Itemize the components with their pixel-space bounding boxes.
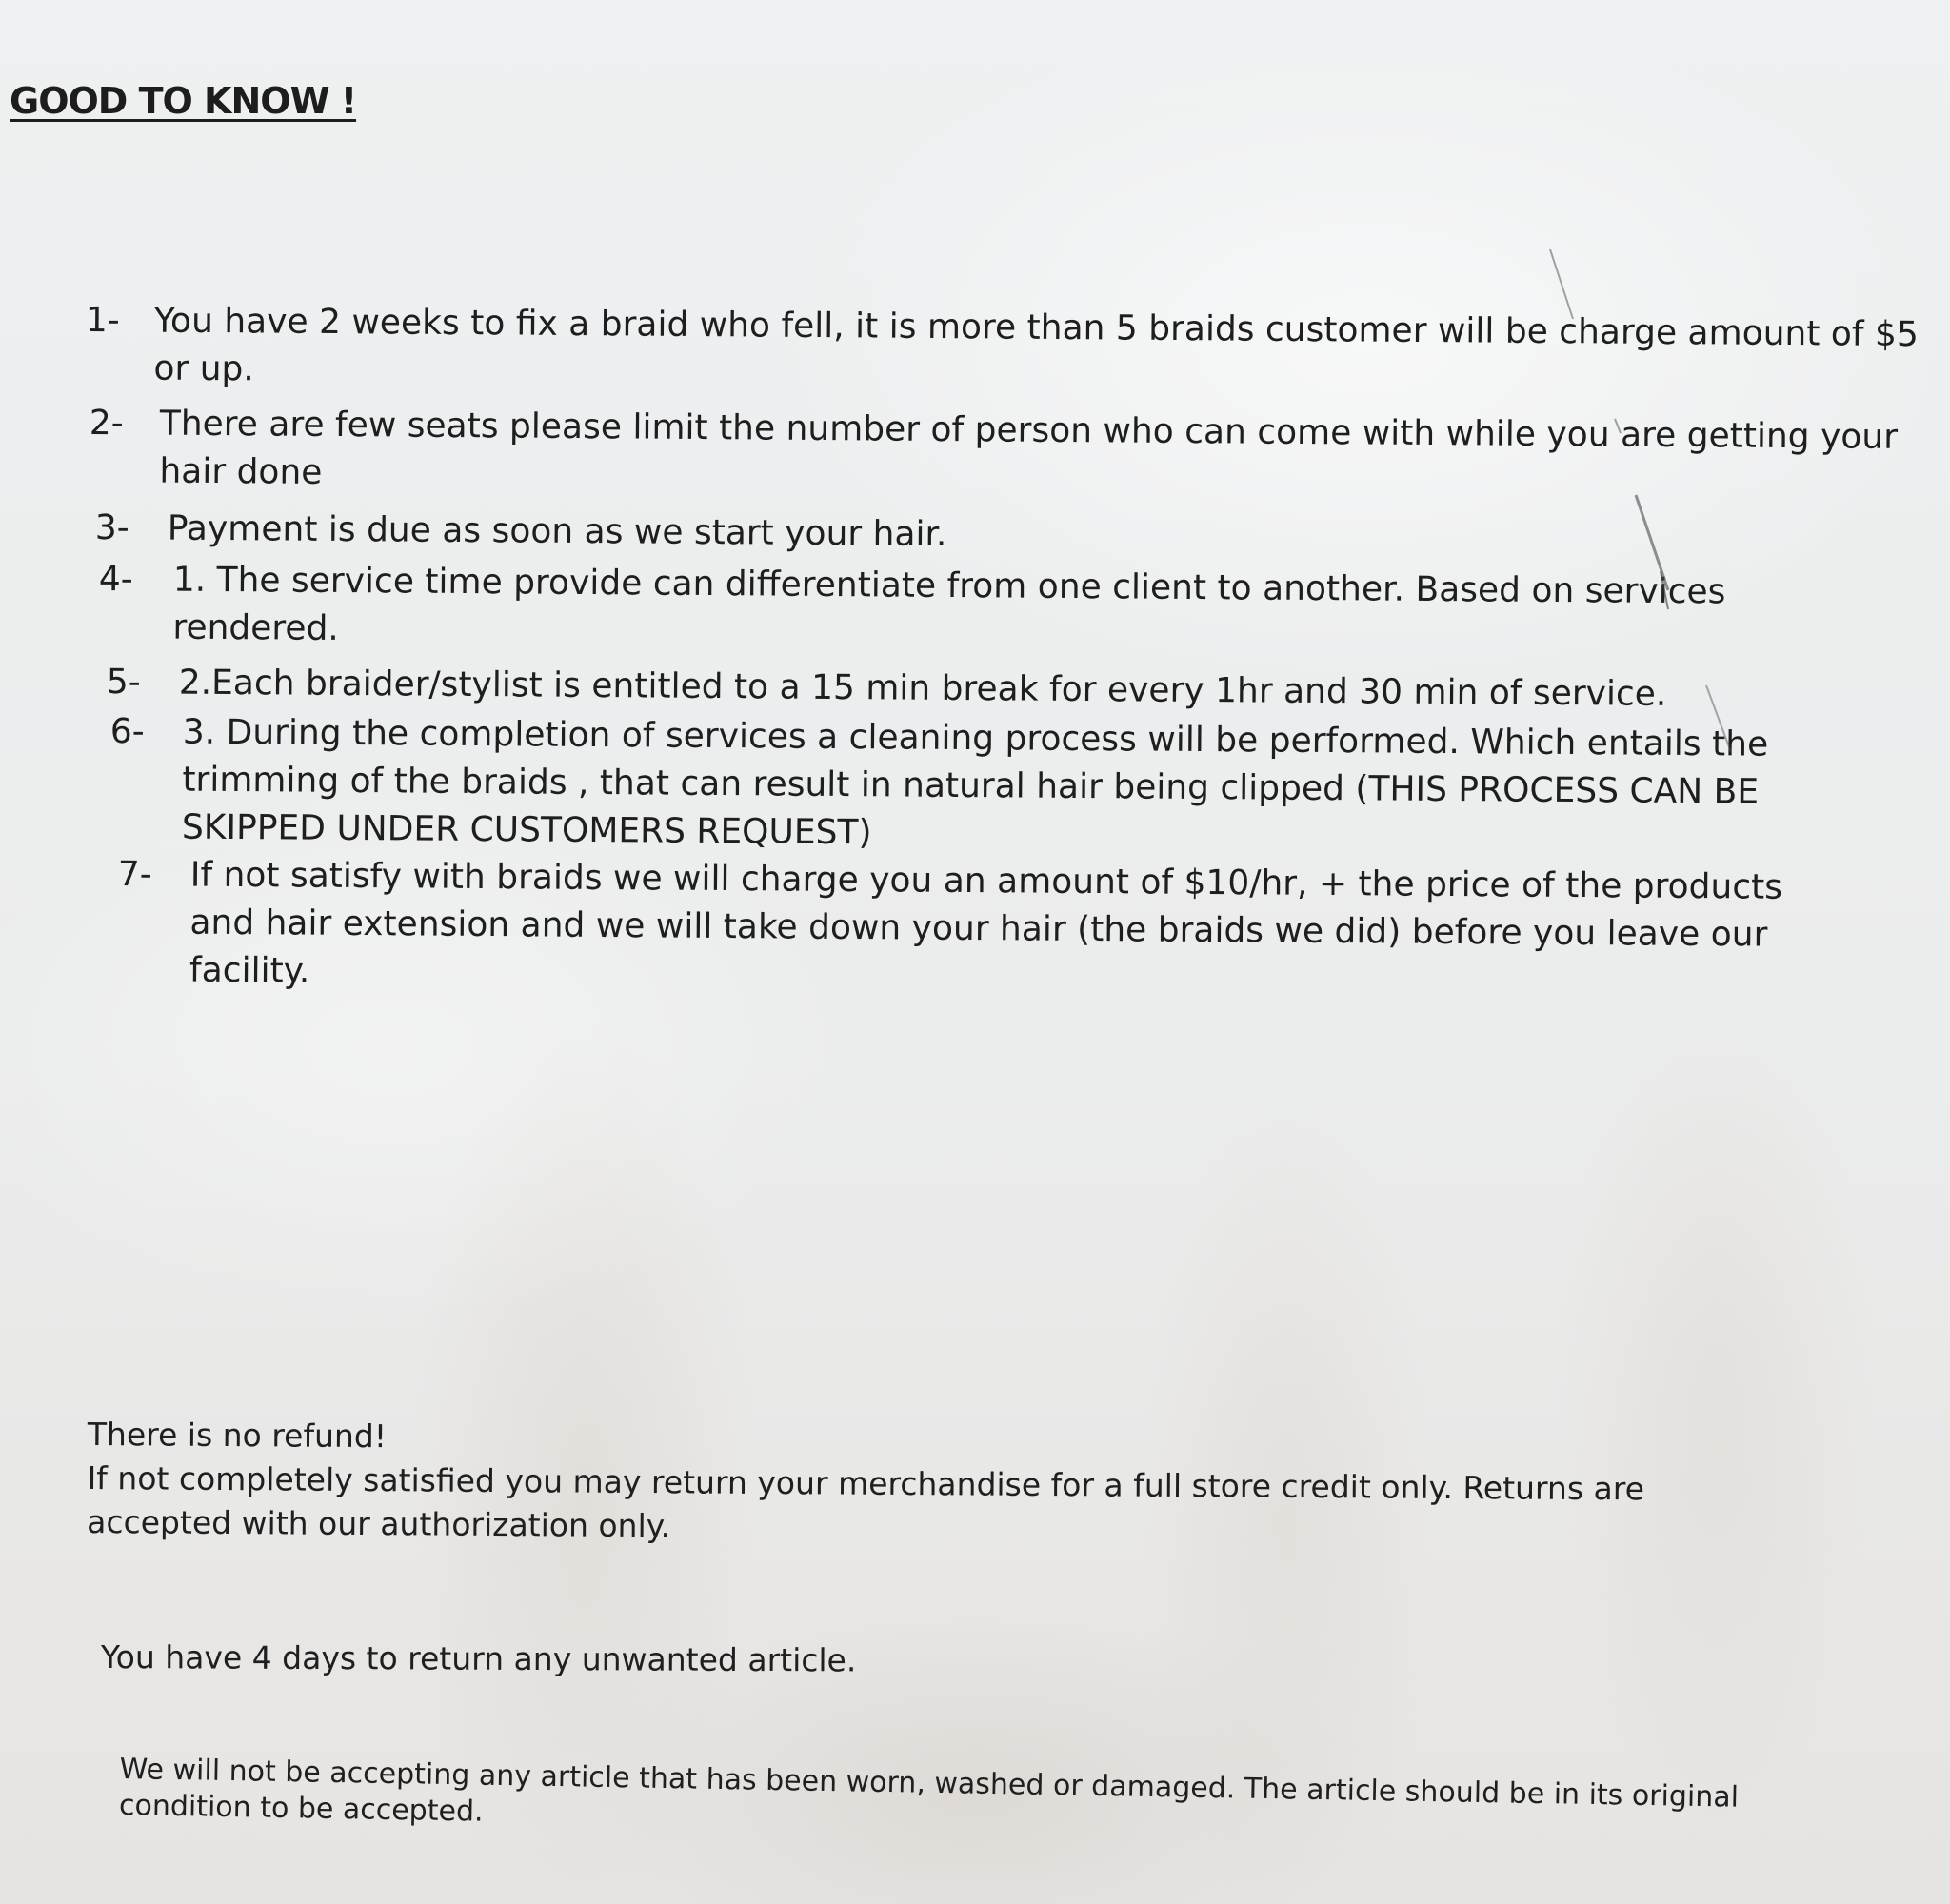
refund-heading: There is no refund! — [87, 1415, 388, 1456]
rule-number: 6- — [109, 711, 145, 752]
rule-text: 2.Each braider/stylist is entitled to a 15 min break for every 1hr and 30 min of service. — [178, 663, 1667, 714]
rule-item-3 — [95, 505, 1885, 566]
rule-text: 1. The service time provide can differentiate from one client to another. Based on services rendered. — [172, 560, 1726, 648]
rule-number: 3- — [94, 507, 129, 548]
rule-number: 7- — [117, 854, 152, 895]
rule-text: There are few seats please limit the number of person who can come with while you are getting your hair done — [159, 404, 1899, 492]
rule-number: 5- — [106, 662, 141, 703]
rule-item-2 — [89, 400, 1899, 509]
page-title: GOOD TO KNOW ! — [10, 80, 357, 122]
rule-text: If not satisfy with braids we will charge you an amount of $10/hr, + the price of the products and hair extension and we will take down your hair (the braids we did) before you leave our facility. — [189, 855, 1783, 991]
rule-item-1 — [85, 297, 1919, 407]
refund-body: If not completely satisfied you may return your merchandise for a full store credit only. Returns are accepted with our authorization only. — [87, 1458, 1645, 1545]
rule-text: 3. During the completion of services a cleaning process will be performed. Which entails the trimming of the braids , that can result in natural hair being clipped (THIS PROCESS CAN BE SKIPPED UNDER CUSTOMERS REQUEST) — [181, 712, 1769, 853]
rule-text: Payment is due as soon as we start your hair. — [167, 508, 947, 555]
return-window-note: You have 4 days to return any unwanted article. — [100, 1638, 857, 1679]
rule-number: 4- — [98, 559, 133, 600]
rule-text: You have 2 weeks to fix a braid who fell, it is more than 5 braids customer will be charge amount of $5 or up. — [153, 301, 1919, 389]
condition-note: We will not be accepting any article that has been worn, washed or damaged. The article should be in its original condition to be accepted. — [118, 1752, 1740, 1829]
rule-number: 1- — [85, 300, 120, 341]
refund-policy — [87, 1413, 1725, 1556]
rule-item-6 — [109, 708, 1900, 865]
rule-item-4 — [98, 556, 1889, 665]
rule-number: 2- — [89, 403, 124, 444]
rule-item-7 — [117, 851, 1908, 991]
